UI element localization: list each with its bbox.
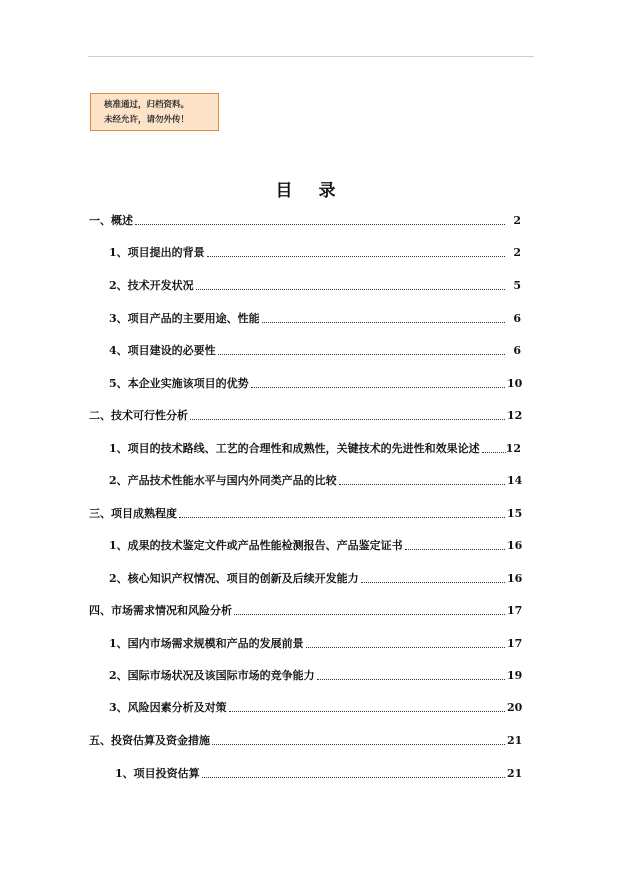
toc-dot-leader — [339, 483, 505, 485]
header-rule — [88, 56, 534, 57]
toc-entry[interactable] — [89, 505, 521, 521]
toc-entry-page: 12 — [505, 442, 521, 455]
toc-dot-leader — [234, 613, 505, 615]
toc-dot-leader — [361, 581, 505, 583]
toc-dot-leader — [190, 418, 505, 420]
toc-entry[interactable] — [109, 277, 521, 293]
toc-entry-label: 五、投资估算及资金措施 — [89, 734, 210, 747]
toc-entry-label: 1、国内市场需求规模和产品的发展前景 — [109, 637, 304, 650]
toc-entry-label: 四、市场需求情况和风险分析 — [89, 604, 232, 617]
toc-dot-leader — [306, 646, 505, 648]
toc-entry-label: 5、本企业实施该项目的优势 — [109, 377, 249, 390]
toc-dot-leader — [229, 710, 505, 712]
toc-entry[interactable] — [89, 407, 521, 423]
toc-entry-label: 1、项目提出的背景 — [109, 246, 205, 259]
toc-entry[interactable] — [109, 699, 521, 715]
toc-entry-label: 三、项目成熟程度 — [89, 507, 177, 520]
toc-entry-label: 2、技术开发状况 — [109, 279, 194, 292]
toc-entry-label: 二、技术可行性分析 — [89, 409, 188, 422]
toc-dot-leader — [317, 678, 505, 680]
toc-entry-label: 1、成果的技术鉴定文件或产品性能检测报告、产品鉴定证书 — [109, 539, 403, 552]
toc-entry[interactable] — [109, 667, 521, 683]
toc-entry-page: 10 — [507, 377, 523, 390]
toc-entry-page: 14 — [507, 474, 523, 487]
toc-entry-page: 5 — [513, 279, 521, 292]
toc-entry-label: 1、项目投资估算 — [115, 767, 200, 780]
toc-entry[interactable] — [109, 635, 521, 651]
archive-notice-stamp — [90, 93, 219, 131]
toc-entry-page: 16 — [507, 572, 523, 585]
toc-entry[interactable] — [109, 310, 521, 326]
toc-dot-leader — [218, 353, 505, 355]
toc-entry-label: 一、概述 — [89, 214, 133, 227]
toc-entry-label: 2、核心知识产权情况、项目的创新及后续开发能力 — [109, 572, 359, 585]
toc-entry-label: 3、项目产品的主要用途、性能 — [109, 312, 260, 325]
toc-entry-page: 12 — [507, 409, 523, 422]
toc-entry[interactable] — [109, 537, 521, 553]
toc-entry[interactable] — [109, 472, 521, 488]
toc-entry-page: 20 — [507, 701, 523, 714]
toc-dot-leader — [196, 288, 505, 290]
toc-entry-page: 15 — [507, 507, 523, 520]
toc-dot-leader — [251, 386, 505, 388]
toc-entry[interactable] — [89, 732, 521, 748]
notice-line-1: 核准通过，归档资料。 — [104, 100, 190, 110]
toc-dot-leader — [207, 255, 505, 257]
notice-line-2: 未经允许，请勿外传！ — [104, 115, 190, 125]
toc-dot-leader — [262, 321, 505, 323]
toc-dot-leader — [212, 743, 505, 745]
toc-title: 目 录 — [275, 181, 346, 201]
toc-entry-page: 19 — [507, 669, 523, 682]
toc-entry-page: 17 — [507, 637, 523, 650]
toc-entry[interactable] — [109, 440, 521, 456]
toc-entry[interactable] — [89, 212, 521, 228]
toc-dot-leader — [135, 223, 505, 225]
toc-entry-label: 3、风险因素分析及对策 — [109, 701, 227, 714]
toc-entry-label: 4、项目建设的必要性 — [109, 344, 216, 357]
toc-entry-label: 2、国际市场状况及该国际市场的竞争能力 — [109, 669, 315, 682]
toc-dot-leader — [202, 776, 505, 778]
toc-entry-page: 21 — [507, 734, 523, 747]
toc-entry-page: 6 — [513, 312, 521, 325]
toc-entry-page: 2 — [513, 246, 521, 259]
toc-entry-label: 1、项目的技术路线、工艺的合理性和成熟性，关键技术的先进性和效果论述 — [109, 442, 480, 455]
toc-dot-leader — [482, 451, 506, 453]
toc-entry-page: 6 — [513, 344, 521, 357]
toc-entry-page: 21 — [507, 767, 523, 780]
toc-dot-leader — [405, 548, 505, 550]
toc-entry[interactable] — [109, 342, 521, 358]
toc-dot-leader — [179, 516, 505, 518]
toc-entry-page: 17 — [507, 604, 523, 617]
toc-entry-page: 2 — [513, 214, 521, 227]
toc-entry[interactable] — [109, 570, 521, 586]
toc-entry[interactable] — [89, 602, 521, 618]
toc-entry[interactable] — [109, 244, 521, 260]
toc-entry[interactable] — [109, 375, 521, 391]
toc-entry[interactable] — [115, 765, 521, 781]
toc-entry-label: 2、产品技术性能水平与国内外同类产品的比较 — [109, 474, 337, 487]
toc-entry-page: 16 — [507, 539, 523, 552]
